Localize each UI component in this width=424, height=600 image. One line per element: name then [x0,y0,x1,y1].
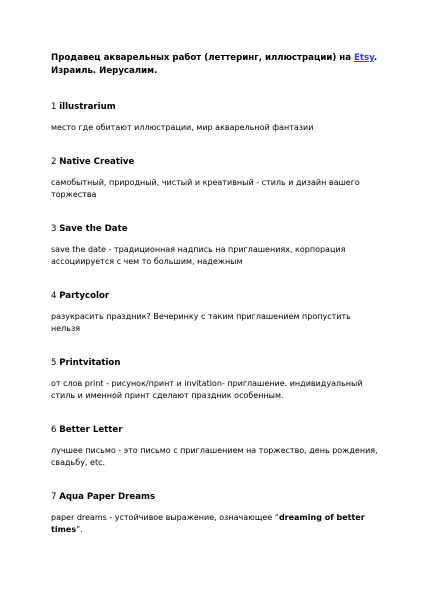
entry-name: Partycolor [59,291,110,301]
entry-title [51,223,381,235]
entry-description: save the date - традиционная надпись на приглашениях, корпорация ассоциируется с чем то большим, надежным [51,245,346,266]
header-location: Израиль. Иерусалим. [51,66,158,76]
entry-description-bold: dreaming of better times [51,513,365,534]
entry-description [51,512,381,536]
entry-number: 3 [51,224,57,234]
list-item [51,491,381,536]
entry-title [51,357,381,369]
entry-title [51,491,381,503]
etsy-link[interactable]: Etsy [354,53,374,63]
entry-title [51,290,381,302]
header-text: Продавец акварельных работ (леттеринг, иллюстрации) на [51,53,355,63]
entry-number: 1 [51,102,57,112]
entry-name: Better Letter [59,425,123,435]
entry-number: 7 [51,492,57,502]
document-page [51,52,381,558]
entry-description-end: ”. [76,525,83,534]
entry-name: illustrarium [59,102,116,112]
list-item [51,156,381,201]
entry-title [51,101,381,113]
list-item [51,223,381,268]
header-punctuation: . [373,53,378,63]
entry-description-text: paper dreams - устойчивое выражение, означающее “ [51,513,279,522]
entry-name: Aqua Paper Dreams [59,492,156,502]
entry-description: от слов print - рисунок/принт и invitation- приглашение. индивидуальный стиль и именной принт сделают праздник особенным. [51,379,363,400]
document-header [51,52,381,78]
list-item [51,357,381,402]
entry-number: 6 [51,425,57,435]
list-item [51,290,381,335]
entry-number: 2 [51,157,57,167]
entry-name: Save the Date [59,224,128,234]
entry-number: 4 [51,291,57,301]
entry-description: разукрасить праздник? Вечеринку с таким приглашением пропустить нельзя [51,312,351,333]
entry-description: лучшее письмо - это письмо с приглашением на торжество, день рождения, свадьбу, etc. [51,446,378,467]
entry-name: Printvitation [59,358,121,368]
entry-title [51,156,381,168]
entry-description: место где обитают иллюстрации, мир акварельной фантазии [51,123,314,132]
entry-number: 5 [51,358,57,368]
list-item [51,424,381,469]
list-item [51,101,381,134]
entry-description: самобытный, природный, чистый и креативный - стиль и дизайн вашего торжества [51,178,360,199]
entry-name: Native Creative [59,157,135,167]
entry-title [51,424,381,436]
